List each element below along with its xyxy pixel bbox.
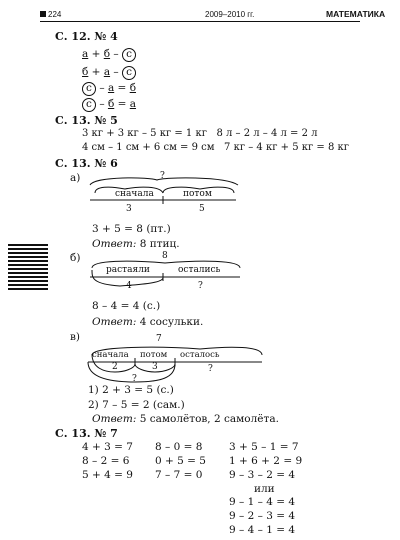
section-title-s12-4: С. 12. № 4 [55,30,118,43]
answer-label: Ответ: [92,238,137,250]
units-line-2: 4 см – 1 см + 6 см = 9 см 7 кг – 4 кг + 5 кг = 8 кг [82,142,349,153]
diagram-b-right: остались [178,265,221,275]
years: 2009–2010 гг. [205,10,255,19]
answer-text: 5 самолётов, 2 самолёта. [136,413,279,425]
col2-row-2: 0 + 5 = 5 [155,455,206,467]
op: + [88,48,104,60]
section-title-s13-5: С. 13. № 5 [55,114,118,127]
col1-row-3: 5 + 4 = 9 [82,469,133,481]
circled-var: с [82,98,96,112]
diagram-c-mnum: 3 [152,362,158,372]
answer-label: Ответ: [92,316,137,328]
diagram-b-lnum: 4 [126,281,132,291]
diagram-c-right: осталось [180,350,220,360]
answer-c [92,413,279,425]
var: а [82,48,89,60]
answer-text: 4 сосульки. [136,316,204,328]
circled-var: с [122,48,136,62]
subpart-c-marker: в) [70,331,81,343]
col1-row-1: 4 + 3 = 7 [82,441,133,453]
answer-text: 8 птиц. [136,238,180,250]
eq-b: 8 – 4 = 4 (с.) [92,300,161,312]
answer-a [92,238,180,250]
col3-row-2: 1 + 6 + 2 = 9 [229,455,303,467]
op: = [114,98,130,110]
diagram-a-right: потом [183,189,212,199]
col2-row-3: 7 – 7 = 0 [155,469,203,481]
op: + [88,66,104,78]
subject: МАТЕМАТИКА [326,9,386,19]
col2-row-1: 8 – 0 = 8 [155,441,203,453]
var: а [129,98,137,110]
diagram-c-rnum: ? [208,364,213,374]
answer-label: Ответ: [92,413,137,425]
units-line-1: 3 кг + 3 кг – 5 кг = 1 кг 8 л – 2 л – 4 л = 2 л [82,128,318,139]
op: – [96,98,108,110]
diagram-c-top: 7 [156,334,162,344]
col3-row-1: 3 + 5 – 1 = 7 [229,441,299,453]
section-title-s13-6: С. 13. № 6 [55,157,118,170]
section-title-s13-7: С. 13. № 7 [55,427,118,440]
diagram-c-left: сначала [92,350,129,360]
diagram-c-mid: потом [140,350,168,360]
op: – [110,48,123,60]
var: а [107,82,115,94]
var: б [103,48,111,60]
op: – [110,66,123,78]
subpart-b-marker: б) [70,252,81,264]
col3b-row-3: 9 – 4 – 1 = 4 [229,524,296,536]
eq-c-2: 2) 7 – 5 = 2 (сам.) [88,399,185,411]
or-label: или [254,483,275,495]
answer-b [92,316,203,328]
diagram-a-top: ? [160,171,165,181]
eq-c-1: 1) 2 + 3 = 5 (с.) [88,384,174,396]
subpart-a-marker: а) [70,172,81,184]
circled-var: с [122,66,136,80]
diagram-b-left: растаяли [106,265,150,275]
var: б [82,66,89,78]
diagram-a-left: сначала [115,189,154,199]
var: б [129,82,137,94]
diagram-c-lnum: 2 [112,362,118,372]
diagram-b-rnum: ? [198,281,203,291]
diagram-a-lnum: 3 [126,204,132,214]
eq-a: 3 + 5 = 8 (пт.) [92,223,171,235]
op: – [96,82,108,94]
diagram-b-top: 8 [162,251,168,261]
col3b-row-1: 9 – 1 – 4 = 4 [229,496,296,508]
col1-row-2: 8 – 2 = 6 [82,455,130,467]
circled-var: с [82,82,96,96]
col3b-row-2: 9 – 2 – 3 = 4 [229,510,296,522]
var: а [103,66,111,78]
var: б [107,98,115,110]
page-number-text: 224 [48,10,62,19]
col3-row-3: 9 – 3 – 2 = 4 [229,469,296,481]
op: = [114,82,130,94]
diagram-a-rnum: 5 [199,204,205,214]
diagram-c-bottom: ? [132,374,137,384]
